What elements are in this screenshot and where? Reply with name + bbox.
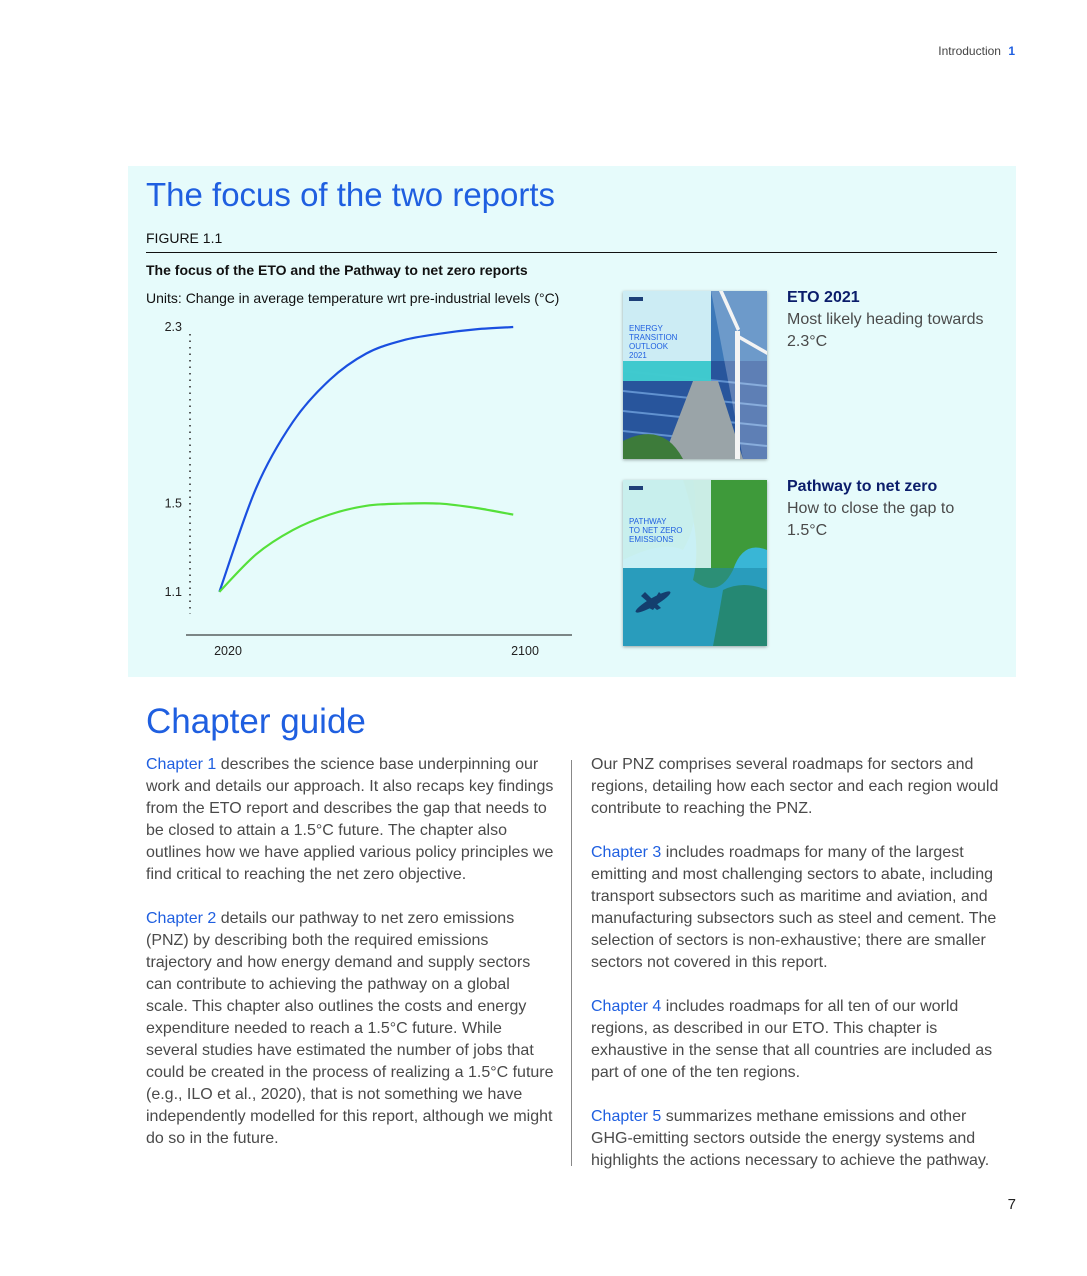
column-divider <box>571 760 572 1166</box>
pnz-description: How to close the gap to 1.5°C <box>787 500 955 539</box>
focus-title: The focus of the two reports <box>146 176 556 213</box>
pnz-series-line <box>219 503 513 592</box>
eto-description: Most likely heading towards 2.3°C <box>787 311 984 350</box>
chapter-5-text: summarizes methane emissions and other GHG-emitting sectors outside the energy systems and highlights the actions necessary to achieve the pathway. <box>591 1108 990 1169</box>
svg-text:OUTLOOK: OUTLOOK <box>629 342 669 351</box>
running-header-section: Introduction <box>938 44 1001 58</box>
chapter-5-link[interactable]: Chapter 5 <box>591 1108 662 1125</box>
figure-divider <box>146 252 997 253</box>
svg-text:TRANSITION: TRANSITION <box>629 333 678 342</box>
page-number: 7 <box>1007 1196 1016 1213</box>
focus-panel <box>128 166 1016 677</box>
eto-note <box>787 287 987 353</box>
svg-text:PATHWAY: PATHWAY <box>629 517 667 526</box>
svg-text:TO NET ZERO: TO NET ZERO <box>629 526 683 535</box>
svg-text:2021: 2021 <box>629 351 647 360</box>
figure-label: FIGURE 1.1 <box>146 230 223 246</box>
running-header-number: 1 <box>1008 44 1015 58</box>
chapter-4-text: includes roadmaps for all ten of our world regions, as described in our ETO. This chapter is exhaustive in the sense that all countries are included as part of one of the ten regions. <box>591 998 993 1081</box>
y-tick-label-1-5: 1.5 <box>164 496 182 511</box>
chapter-2-text: details our pathway to net zero emissions (PNZ) by describing both the required emissions trajectory and how energy demand and supply sectors can contribute to achieving the pathway on a global scale. This chapter also outlines the costs and energy expenditure needed to reach a 1.5°C future. While several studies have estimated the number of jobs that could be created in the process of realizing a 1.5°C future (e.g., ILO et al., 2020), that is not something we have independently modelled for this report, although we might do so in the future. <box>146 910 554 1147</box>
temperature-chart <box>148 316 608 661</box>
units-label: Units: <box>146 290 182 306</box>
chapter-4-link[interactable]: Chapter 4 <box>591 998 662 1015</box>
chapter-5-paragraph <box>591 1106 1001 1172</box>
pnz-intro-paragraph: Our PNZ comprises several roadmaps for sectors and regions, detailing how each sector and each region would contribute to reaching the PNZ. <box>591 756 999 817</box>
pnz-report-cover <box>623 480 767 646</box>
eto-title: ETO 2021 <box>787 289 860 306</box>
chapter-3-link[interactable]: Chapter 3 <box>591 844 662 861</box>
y-tick-label-1-1: 1.1 <box>164 584 182 599</box>
pnz-note <box>787 476 987 542</box>
figure-caption: The focus of the ETO and the Pathway to net zero reports <box>146 262 528 278</box>
chapter-guide-title: Chapter guide <box>146 702 366 741</box>
chapter-3-paragraph <box>591 842 1001 974</box>
chart-series-layer <box>219 327 513 592</box>
chapter-2-paragraph <box>146 908 556 1150</box>
running-header <box>938 44 1015 58</box>
svg-text:ENERGY: ENERGY <box>629 324 663 333</box>
pnz-title: Pathway to net zero <box>787 478 938 495</box>
chapter-3-text: includes roadmaps for many of the largest emitting and most challenging sectors to abate, including transport subsectors such as maritime and aviation, and manufacturing subsectors such as steel and cement. The selection of sectors is non-exhaustive; there are smaller sectors not covered in this report. <box>591 844 997 971</box>
chapter-1-paragraph <box>146 754 556 886</box>
y-tick-label-2-3: 2.3 <box>164 320 182 335</box>
chapter-guide-right-column <box>591 754 1001 1194</box>
x-tick-label-2100: 2100 <box>511 644 539 658</box>
svg-text:EMISSIONS: EMISSIONS <box>629 535 674 544</box>
chapter-guide-left-column <box>146 754 556 1172</box>
eto-report-cover <box>623 291 767 459</box>
eto-series-line <box>219 327 513 592</box>
figure-units <box>146 290 559 306</box>
units-text: Change in average temperature wrt pre-industrial levels (°C) <box>185 290 560 306</box>
chapter-1-text: describes the science base underpinning our work and details our approach. It also recaps key findings from the ETO report and describes the gap that needs to be closed to attain a 1.5°C future. The chapter also outlines how we have applied various policy principles we find critical to reaching the net zero objective. <box>146 756 554 883</box>
x-tick-label-2020: 2020 <box>214 644 242 658</box>
chapter-4-paragraph <box>591 996 1001 1084</box>
chapter-2-link[interactable]: Chapter 2 <box>146 910 217 927</box>
chapter-1-link[interactable]: Chapter 1 <box>146 756 217 773</box>
